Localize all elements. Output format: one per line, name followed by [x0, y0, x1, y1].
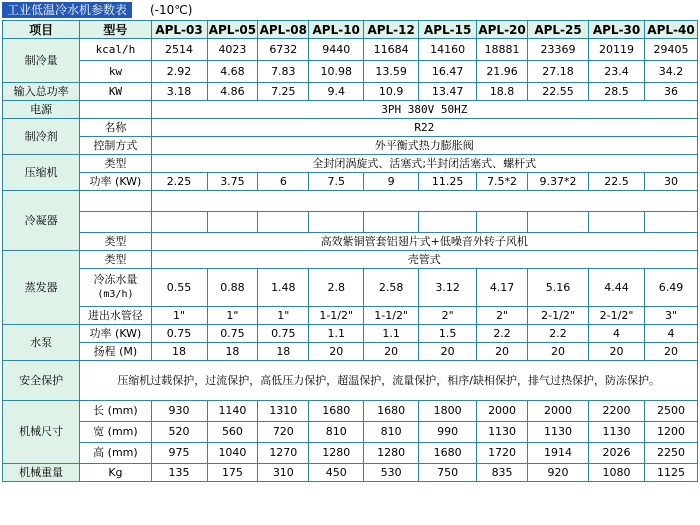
- compressor-power-cell: 9.37*2: [528, 173, 589, 191]
- blank-cell: [207, 212, 258, 233]
- model-cell: APL-10: [309, 21, 364, 39]
- compressor-power-cell: 7.5: [309, 173, 364, 191]
- cooling-capacity-label: 制冷量: [3, 39, 80, 83]
- pipe-cell: 3": [645, 307, 698, 325]
- control-method-row: [3, 137, 698, 155]
- width-cell: 810: [364, 422, 419, 443]
- refrigerant-name-label: 名称: [80, 119, 151, 137]
- kcal-cell: 6732: [258, 39, 309, 61]
- item-header: 项目: [3, 21, 80, 39]
- model-header-row: [3, 21, 698, 39]
- blank-cell: [80, 191, 151, 212]
- compressor-power-label: 功率 (KW): [80, 173, 151, 191]
- safety-row: [3, 361, 698, 401]
- pipe-cell: 1": [258, 307, 309, 325]
- condenser-row-2: [3, 212, 698, 233]
- condenser-row-1: [3, 191, 698, 212]
- pump-head-cell: 20: [477, 343, 528, 361]
- condenser-label: 冷凝器: [3, 191, 80, 251]
- total-power-cell: 7.25: [258, 83, 309, 101]
- pump-power-cell: 2.2: [477, 325, 528, 343]
- model-cell: APL-20: [478, 22, 526, 37]
- model-cell: APL-30: [589, 21, 645, 39]
- length-cell: 1140: [207, 401, 258, 422]
- kcal-cell: 20119: [589, 39, 645, 61]
- compressor-type-label: 类型: [80, 155, 151, 173]
- pump-power-cell: 0.75: [207, 325, 258, 343]
- pipe-size-row: [3, 307, 698, 325]
- kw-cell: 2.92: [151, 61, 207, 83]
- chilled-flow-cell: 1.48: [258, 269, 309, 307]
- kcal-unit: kcal/h: [80, 39, 151, 61]
- total-power-cell: 28.5: [589, 83, 645, 101]
- water-pump-label: 水泵: [3, 325, 80, 361]
- compressor-power-cell: 2.25: [151, 173, 207, 191]
- weight-row: [3, 464, 698, 482]
- compressor-power-cell: 30: [645, 173, 698, 191]
- temperature-note: (-10℃): [150, 3, 193, 17]
- kcal-cell: 9440: [309, 39, 364, 61]
- chilled-flow-cell: 3.12: [419, 269, 477, 307]
- width-cell: 520: [151, 422, 207, 443]
- chilled-flow-label-text: 冷冻水量: [93, 273, 138, 286]
- chilled-flow-cell: 0.88: [207, 269, 258, 307]
- pump-head-cell: 20: [645, 343, 698, 361]
- pump-power-cell: 4: [589, 325, 645, 343]
- evaporator-type-value: 壳管式: [151, 251, 697, 269]
- pump-power-cell: 1.1: [309, 325, 364, 343]
- compressor-power-cell: 9: [364, 173, 419, 191]
- compressor-label: 压缩机: [3, 155, 80, 191]
- pipe-cell: 2-1/2": [528, 307, 589, 325]
- total-power-label: 输入总功率: [3, 83, 80, 101]
- blank-cell: [80, 101, 151, 119]
- total-power-cell: 13.47: [419, 83, 477, 101]
- blank-cell: [477, 212, 528, 233]
- total-power-row: [3, 83, 698, 101]
- weight-cell: 310: [258, 464, 309, 482]
- weight-cell: 920: [528, 464, 589, 482]
- model-cell: APL-25: [528, 21, 589, 39]
- chilled-flow-cell: 2.58: [364, 269, 419, 307]
- pipe-cell: 1-1/2": [364, 307, 419, 325]
- pump-power-row: [3, 325, 698, 343]
- weight-cell: 1125: [645, 464, 698, 482]
- height-cell: 1914: [528, 443, 589, 464]
- weight-cell: 135: [151, 464, 207, 482]
- kcal-cell: 4023: [207, 39, 258, 61]
- width-cell: 990: [419, 422, 477, 443]
- model-cell: APL-05: [208, 22, 257, 37]
- refrigerant-name-row: [3, 119, 698, 137]
- model-cell: APL-12: [364, 21, 419, 39]
- pump-head-cell: 20: [419, 343, 477, 361]
- pump-power-cell: 1.1: [364, 325, 419, 343]
- width-cell: 1130: [589, 422, 645, 443]
- kw-cell: 21.96: [477, 61, 528, 83]
- blank-cell: [419, 212, 477, 233]
- kw-cell: 10.98: [309, 61, 364, 83]
- chilled-flow-cell: 4.17: [477, 269, 528, 307]
- evaporator-label: 蒸发器: [3, 251, 80, 325]
- length-cell: 2000: [528, 401, 589, 422]
- KW-unit: KW: [80, 83, 151, 101]
- pump-head-row: [3, 343, 698, 361]
- pump-head-cell: 20: [364, 343, 419, 361]
- cooling-kw-row: [3, 61, 698, 83]
- dimensions-label: 机械尺寸: [3, 401, 80, 464]
- chilled-flow-label: [80, 269, 151, 307]
- length-label: 长 (mm): [80, 401, 151, 422]
- width-cell: 560: [207, 422, 258, 443]
- kcal-cell: 14160: [419, 39, 477, 61]
- total-power-cell: 10.9: [364, 83, 419, 101]
- chilled-flow-cell: 6.49: [645, 269, 698, 307]
- length-cell: 2000: [477, 401, 528, 422]
- safety-value: 压缩机过载保护，过流保护，高低压力保护，超温保护，流量保护，相序/缺相保护，排气过热保护，防冻保护。: [80, 361, 698, 401]
- height-cell: 1680: [419, 443, 477, 464]
- total-power-cell: 18.8: [477, 83, 528, 101]
- safety-label: 安全保护: [3, 361, 80, 401]
- length-row: [3, 401, 698, 422]
- height-cell: 975: [151, 443, 207, 464]
- kcal-cell: 29405: [645, 39, 698, 61]
- pump-head-cell: 20: [309, 343, 364, 361]
- compressor-power-cell: 22.5: [589, 173, 645, 191]
- width-label: 宽 (mm): [80, 422, 151, 443]
- power-supply-label: 电源: [3, 101, 80, 119]
- pump-head-label: 扬程 (M): [80, 343, 151, 361]
- width-cell: 1200: [645, 422, 698, 443]
- kw-cell: 7.83: [258, 61, 309, 83]
- width-row: [3, 422, 698, 443]
- pipe-size-label: 进出水管径: [80, 307, 151, 325]
- model-cell: APL-03: [151, 21, 207, 39]
- height-cell: 1280: [309, 443, 364, 464]
- refrigerant-label: 制冷剂: [3, 119, 80, 155]
- condenser-type-row: [3, 233, 698, 251]
- length-cell: 2500: [645, 401, 698, 422]
- pump-head-cell: 18: [207, 343, 258, 361]
- control-method-value: 外平衡式热力膨胀阀: [151, 137, 697, 155]
- length-cell: 1800: [419, 401, 477, 422]
- condenser-type-value: 高效紫铜管套铝翅片式+低噪音外转子风机: [151, 233, 697, 251]
- width-cell: 810: [309, 422, 364, 443]
- model-cell: APL-40: [645, 21, 698, 39]
- length-cell: 2200: [589, 401, 645, 422]
- compressor-type-value: 全封闭涡旋式、活塞式;半封闭活塞式、螺杆式: [151, 155, 697, 173]
- compressor-type-row: [3, 155, 698, 173]
- control-method-label: 控制方式: [80, 137, 151, 155]
- height-cell: 2026: [589, 443, 645, 464]
- length-cell: 1680: [309, 401, 364, 422]
- compressor-power-cell: 3.75: [207, 173, 258, 191]
- header-bar: [0, 0, 700, 20]
- pump-head-cell: 18: [258, 343, 309, 361]
- height-cell: 1720: [477, 443, 528, 464]
- power-supply-row: [3, 101, 698, 119]
- pump-power-label: 功率 (KW): [80, 325, 151, 343]
- pump-head-cell: 18: [151, 343, 207, 361]
- model-cell: APL-15: [419, 21, 477, 39]
- total-power-cell: 4.86: [207, 83, 258, 101]
- pump-power-cell: 1.5: [419, 325, 477, 343]
- blank-cell: [528, 212, 589, 233]
- pipe-cell: 2": [419, 307, 477, 325]
- compressor-power-cell: 11.25: [419, 173, 477, 191]
- kcal-cell: 18881: [477, 39, 528, 61]
- kw-cell: 16.47: [419, 61, 477, 83]
- height-label: 高 (mm): [80, 443, 151, 464]
- height-cell: 2250: [645, 443, 698, 464]
- blank-cell: [364, 212, 419, 233]
- chilled-flow-cell: 0.55: [151, 269, 207, 307]
- weight-cell: 750: [419, 464, 477, 482]
- compressor-power-cell: 6: [258, 173, 309, 191]
- length-cell: 930: [151, 401, 207, 422]
- height-cell: 1270: [258, 443, 309, 464]
- chilled-flow-row: [3, 269, 698, 307]
- pump-power-cell: 2.2: [528, 325, 589, 343]
- total-power-cell: 3.18: [151, 83, 207, 101]
- blank-cell: [80, 212, 151, 233]
- total-power-cell: 36: [645, 83, 698, 101]
- chilled-flow-cell: 2.8: [309, 269, 364, 307]
- pipe-cell: 1": [207, 307, 258, 325]
- condenser-type-label: 类型: [80, 233, 151, 251]
- height-cell: 1040: [207, 443, 258, 464]
- weight-cell: 450: [309, 464, 364, 482]
- length-cell: 1680: [364, 401, 419, 422]
- page-title: 工业低温冷水机参数表: [2, 2, 132, 18]
- blank-cell: [589, 212, 645, 233]
- pump-head-cell: 20: [528, 343, 589, 361]
- pump-power-cell: 0.75: [258, 325, 309, 343]
- blank-cell: [258, 212, 309, 233]
- chilled-flow-cell: 5.16: [528, 269, 589, 307]
- power-supply-value: 3PH 380V 50HZ: [151, 101, 697, 119]
- height-cell: 1280: [364, 443, 419, 464]
- height-row: [3, 443, 698, 464]
- model-cell: APL-08: [259, 22, 308, 37]
- kw-cell: 13.59: [364, 61, 419, 83]
- compressor-power-cell: 7.5*2: [477, 173, 528, 191]
- blank-cell: [151, 191, 697, 212]
- width-cell: 720: [258, 422, 309, 443]
- total-power-cell: 22.55: [528, 83, 589, 101]
- width-cell: 1130: [528, 422, 589, 443]
- pump-head-cell: 20: [589, 343, 645, 361]
- blank-cell: [645, 212, 698, 233]
- weight-cell: 835: [477, 464, 528, 482]
- evaporator-type-row: [3, 251, 698, 269]
- model-header: 型号: [80, 21, 151, 39]
- kw-cell: 23.4: [589, 61, 645, 83]
- pipe-cell: 2-1/2": [589, 307, 645, 325]
- kcal-cell: 11684: [364, 39, 419, 61]
- kg-unit: Kg: [80, 464, 151, 482]
- weight-label: 机械重量: [3, 464, 80, 482]
- pump-power-cell: 0.75: [151, 325, 207, 343]
- kcal-cell: 2514: [151, 39, 207, 61]
- weight-cell: 1080: [589, 464, 645, 482]
- total-power-cell: 9.4: [309, 83, 364, 101]
- pipe-cell: 2": [477, 307, 528, 325]
- kw-unit: kw: [80, 61, 151, 83]
- refrigerant-name-value: R22: [151, 119, 697, 137]
- kw-cell: 27.18: [528, 61, 589, 83]
- blank-cell: [309, 212, 364, 233]
- evaporator-type-label: 类型: [80, 251, 151, 269]
- weight-cell: 175: [207, 464, 258, 482]
- chilled-flow-cell: 4.44: [589, 269, 645, 307]
- weight-cell: 530: [364, 464, 419, 482]
- compressor-power-row: [3, 173, 698, 191]
- blank-cell: [151, 212, 207, 233]
- length-cell: 1310: [258, 401, 309, 422]
- kw-cell: 34.2: [645, 61, 698, 83]
- kcal-cell: 23369: [528, 39, 589, 61]
- width-cell: 1130: [477, 422, 528, 443]
- pump-power-cell: 4: [645, 325, 698, 343]
- spec-table: [2, 20, 698, 482]
- cooling-kcal-row: [3, 39, 698, 61]
- pipe-cell: 1": [151, 307, 207, 325]
- chilled-flow-unit: (m3/h): [97, 289, 134, 300]
- pipe-cell: 1-1/2": [309, 307, 364, 325]
- kw-cell: 4.68: [207, 61, 258, 83]
